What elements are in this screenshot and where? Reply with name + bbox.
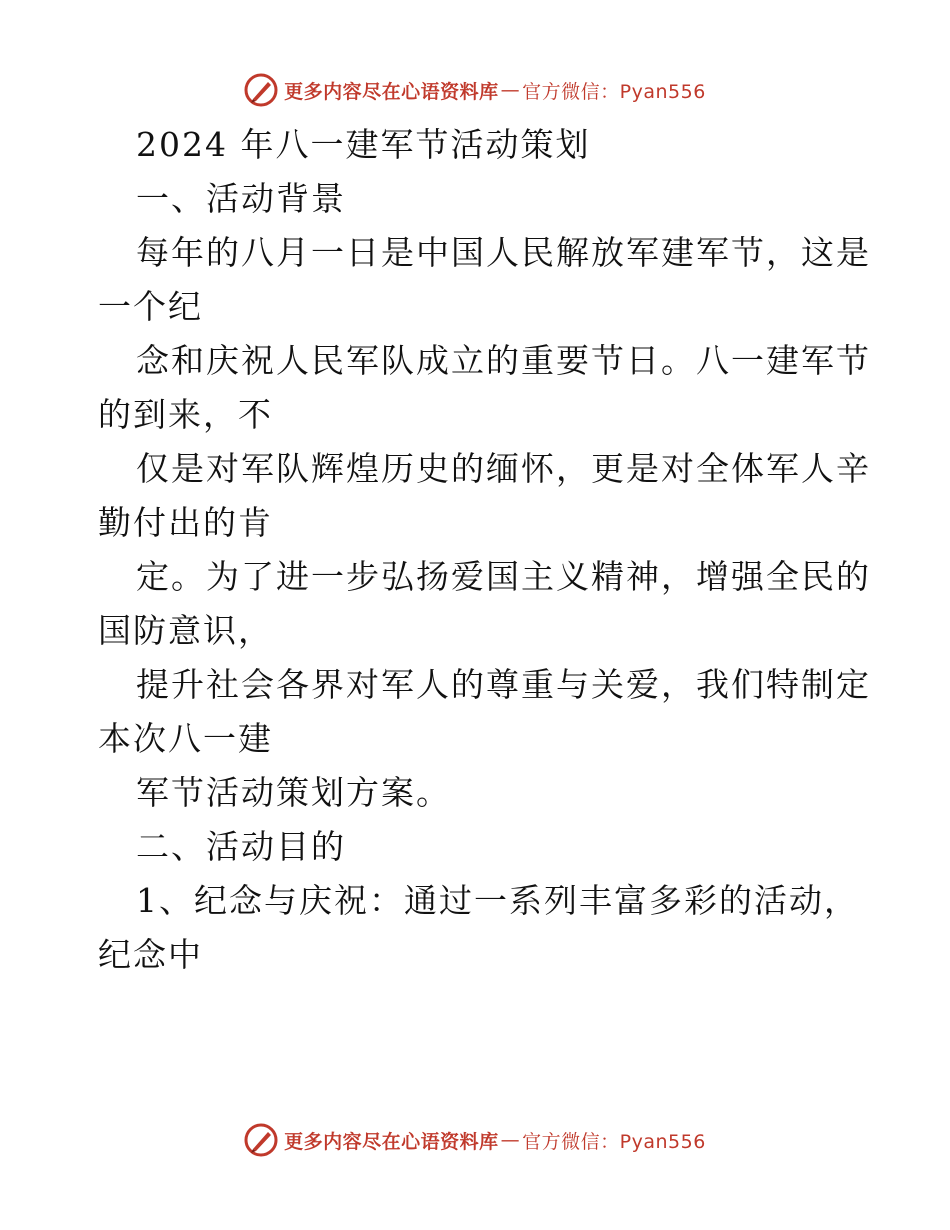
text-line: 国防意识， — [98, 611, 273, 650]
text-line: 本次八一建 — [98, 719, 273, 758]
document-body — [98, 118, 871, 982]
header-watermark — [0, 72, 950, 108]
watermark-contact-text: 官方微信：Pyan556 — [522, 1130, 706, 1153]
pen-logo-icon — [244, 1123, 278, 1157]
text-line: 一个纪 — [98, 287, 203, 326]
text-line: 二、活动目的 — [136, 827, 346, 866]
footer-watermark — [0, 1122, 950, 1158]
watermark-contact-text: 官方微信：Pyan556 — [522, 80, 706, 103]
text-line: 军节活动策划方案。 — [136, 773, 451, 812]
text-line: 仅是对军队辉煌历史的缅怀，更是对全体军人辛 — [136, 449, 871, 488]
watermark-separator: — — [500, 79, 521, 101]
pen-logo-icon — [244, 73, 278, 107]
text-line: 勤付出的肯 — [98, 503, 273, 542]
text-line: 一、活动背景 — [136, 179, 346, 218]
watermark-separator: — — [500, 1129, 521, 1151]
watermark-main-text: 更多内容尽在心语资料库 — [284, 80, 499, 103]
text-line: 纪念中 — [98, 935, 203, 974]
text-line: 定。为了进一步弘扬爱国主义精神，增强全民的 — [136, 557, 871, 596]
text-line: 念和庆祝人民军队成立的重要节日。八一建军节 — [136, 341, 871, 380]
text-line: 每年的八月一日是中国人民解放军建军节，这是 — [136, 233, 871, 272]
text-line: 的到来，不 — [98, 395, 273, 434]
text-line: 2024 年八一建军节活动策划 — [136, 125, 591, 164]
watermark-main-text: 更多内容尽在心语资料库 — [284, 1130, 499, 1153]
text-line: 提升社会各界对军人的尊重与关爱，我们特制定 — [136, 665, 871, 704]
text-line: 1、纪念与庆祝：通过一系列丰富多彩的活动， — [136, 881, 859, 920]
